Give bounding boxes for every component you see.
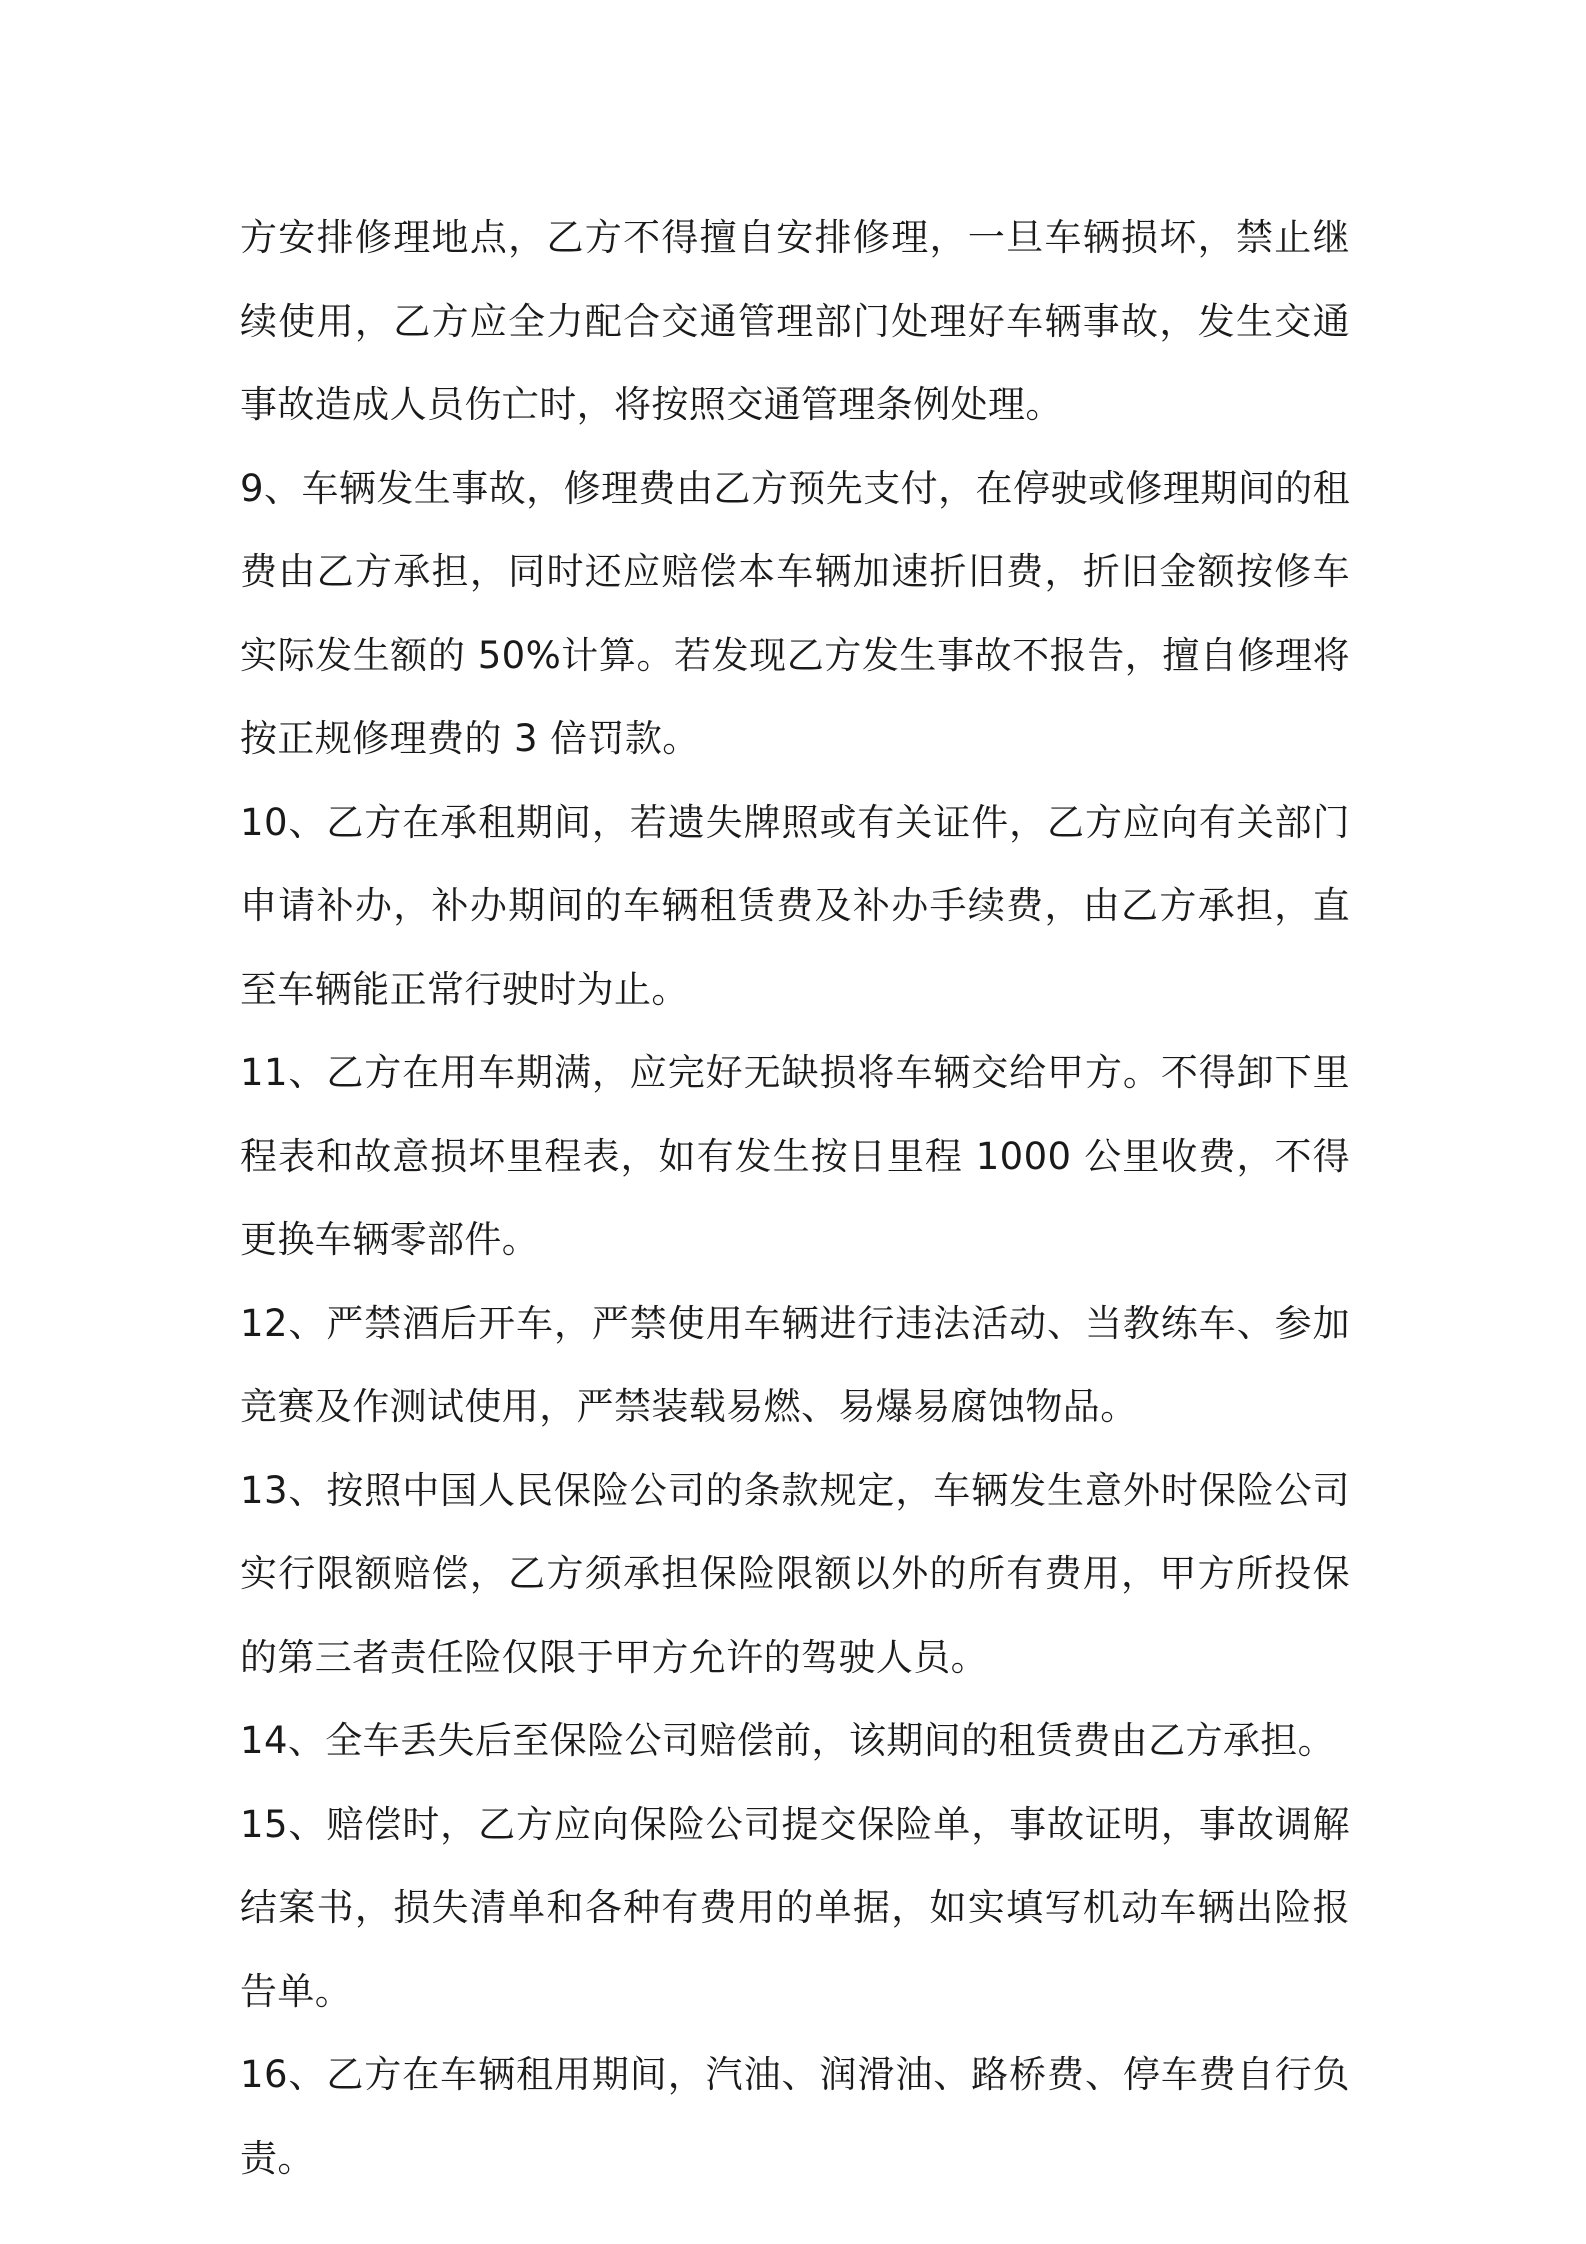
paragraph-clause-16: 16、乙方在车辆租用期间，汽油、润滑油、路桥费、停车费自行负责。 — [240, 2053, 1350, 2180]
paragraph-clause-15: 15、赔偿时，乙方应向保险公司提交保险单，事故证明，事故调解结案书，损失清单和各种有费用的单据，如实填写机动车辆出险报告单。 — [240, 1802, 1350, 2013]
paragraph-clause-13: 13、按照中国人民保险公司的条款规定，车辆发生意外时保险公司实行限额赔偿，乙方须承担保险限额以外的所有费用，甲方所投保的第三者责任险仅限于甲方允许的驾驶人员。 — [240, 1468, 1350, 1679]
paragraph-clause-10: 10、乙方在承租期间，若遗失牌照或有关证件，乙方应向有关部门申请补办，补办期间的车辆租赁费及补办手续费，由乙方承担，直至车辆能正常行驶时为止。 — [240, 800, 1350, 1011]
paragraph-clause-11: 11、乙方在用车期满，应完好无缺损将车辆交给甲方。不得卸下里程表和故意损坏里程表，如有发生按日里程 1000 公里收费，不得更换车辆零部件。 — [240, 1051, 1350, 1261]
paragraph-clause-8-continued: 方安排修理地点，乙方不得擅自安排修理，一旦车辆损坏，禁止继续使用，乙方应全力配合交通管理部门处理好车辆事故，发生交通事故造成人员伤亡时，将按照交通管理条例处理。 — [240, 216, 1350, 426]
document-body — [240, 196, 1350, 2200]
paragraph-clause-14: 14、全车丢失后至保险公司赔偿前，该期间的租赁费由乙方承担。 — [240, 1719, 1336, 1762]
paragraph-clause-12: 12、严禁酒后开车，严禁使用车辆进行违法活动、当教练车、参加竞赛及作测试使用，严禁装载易燃、易爆易腐蚀物品。 — [240, 1301, 1350, 1428]
paragraph-clause-9: 9、车辆发生事故，修理费由乙方预先支付，在停驶或修理期间的租费由乙方承担，同时还应赔偿本车辆加速折旧费，折旧金额按修车实际发生额的 50%计算。若发现乙方发生事故不报告，擅自修理将按正规修理费的 3 倍罚款。 — [240, 466, 1350, 760]
